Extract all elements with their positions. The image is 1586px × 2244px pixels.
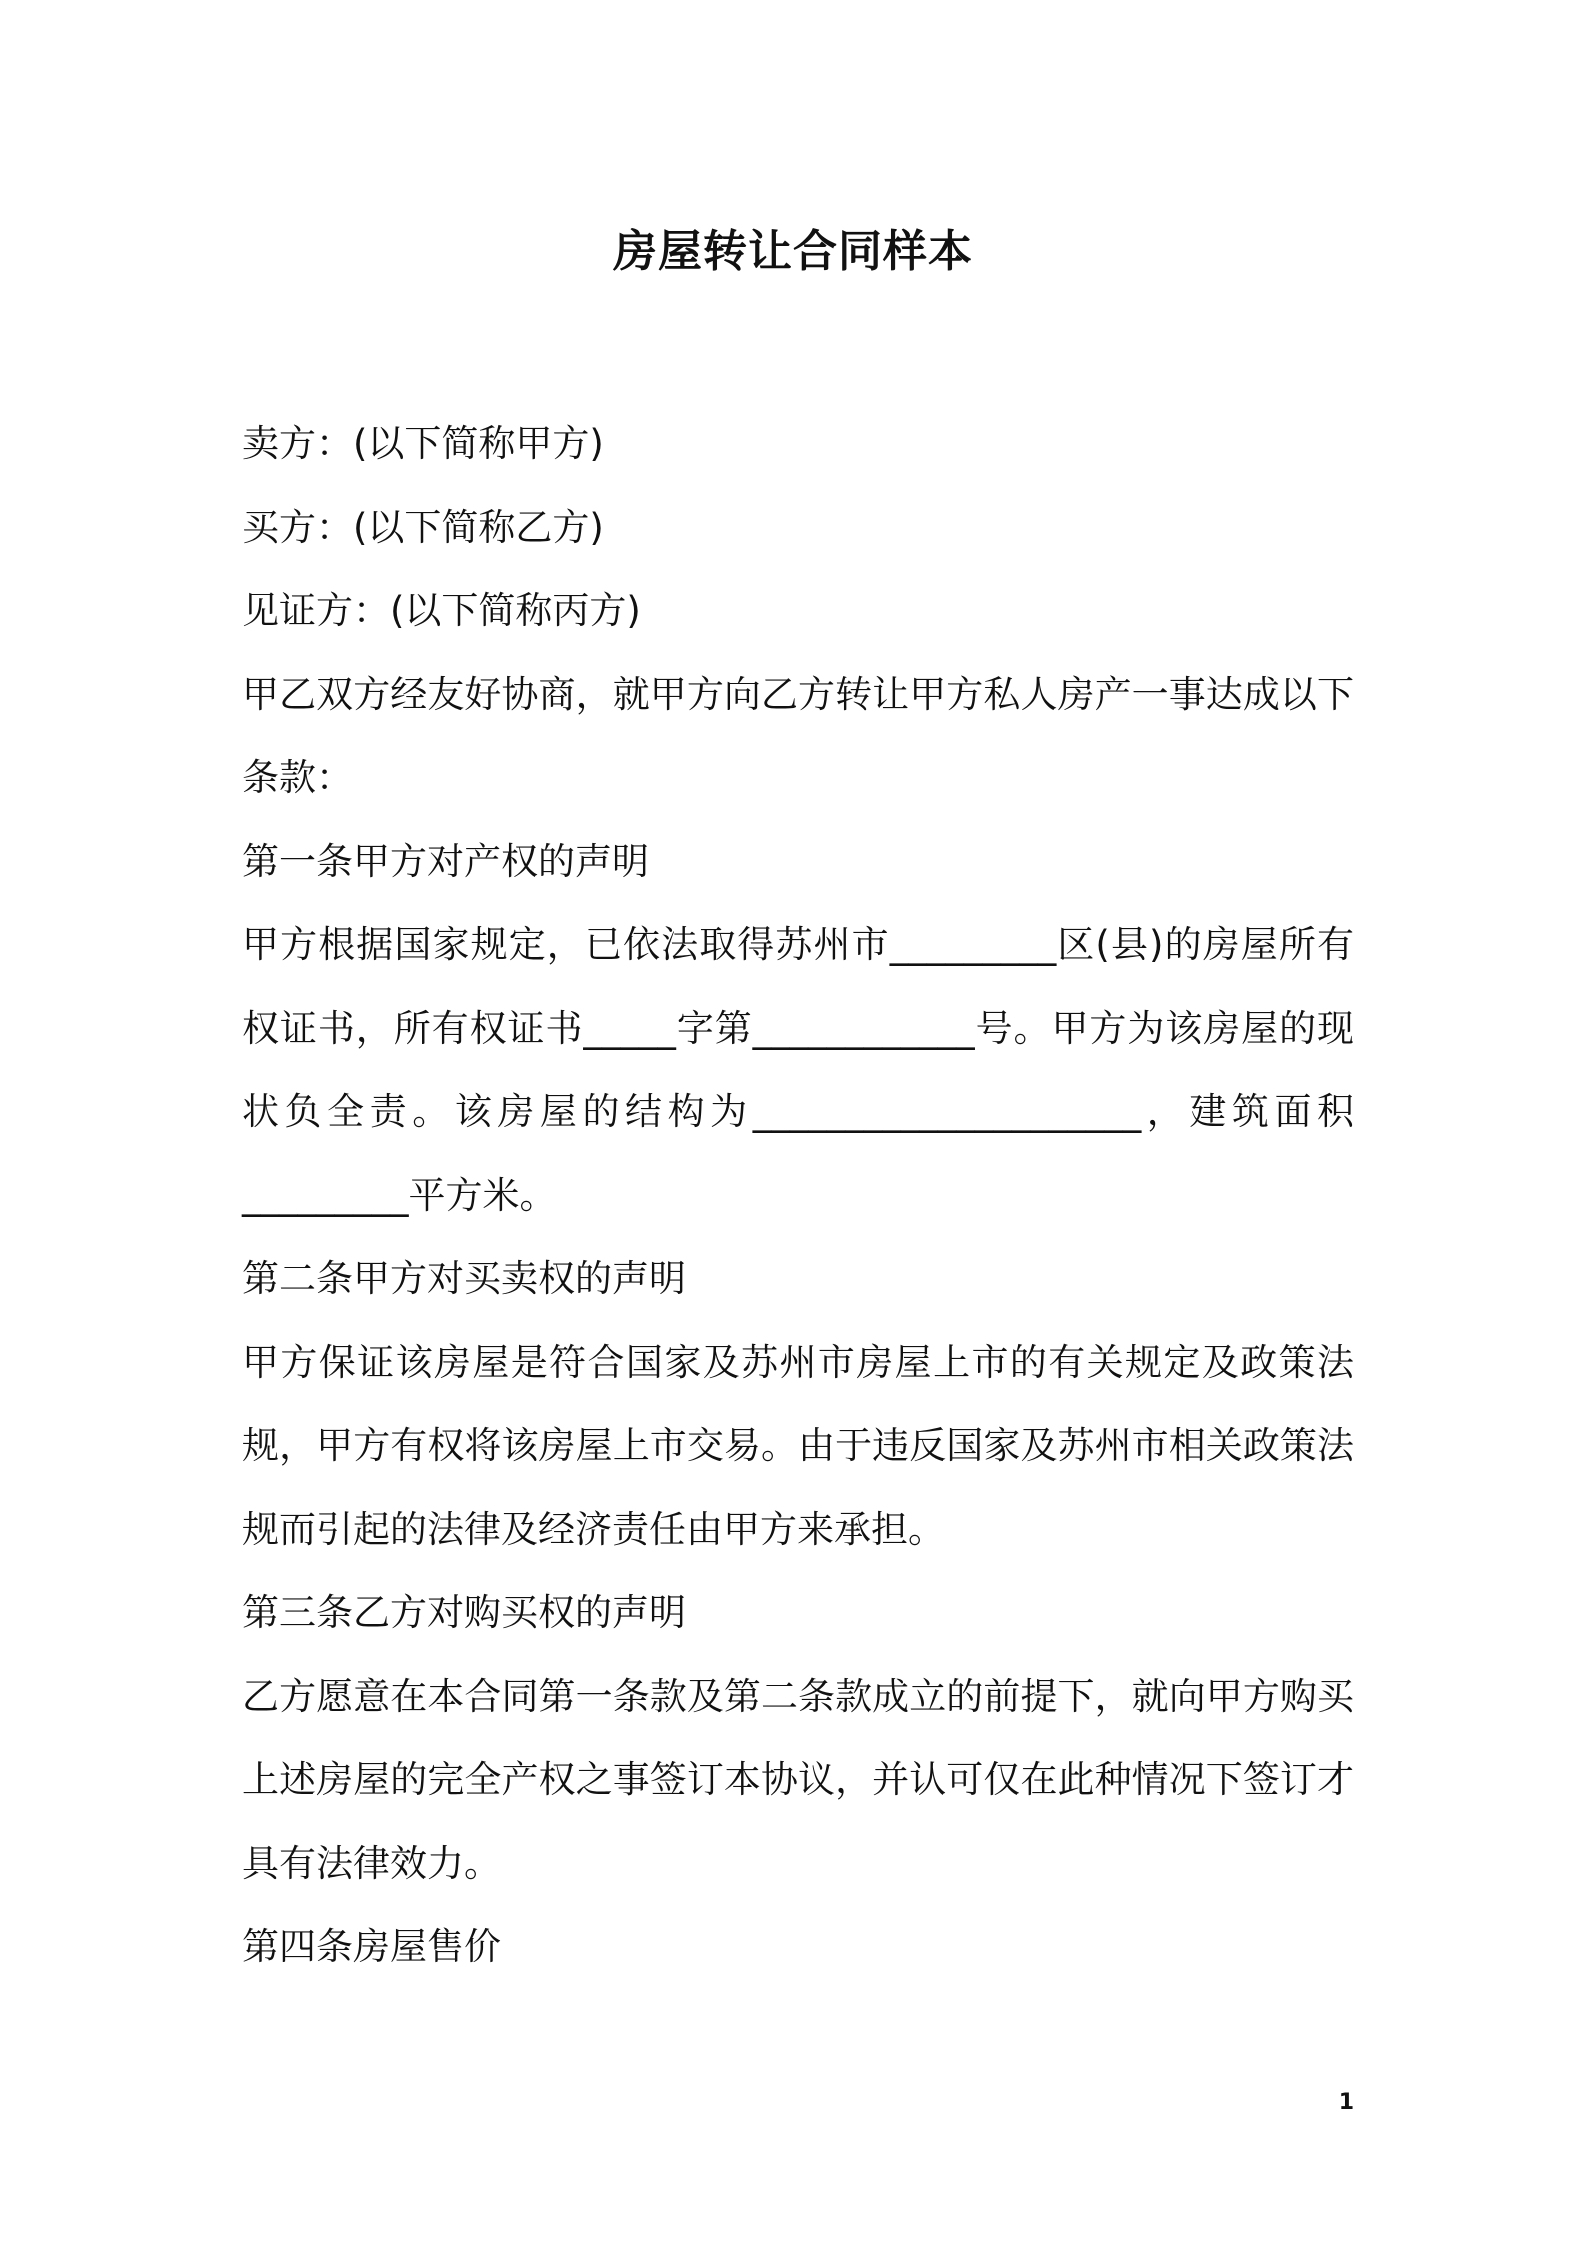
article-3-text: 乙方愿意在本合同第一条款及第二条款成立的前提下，就向甲方购买上述房屋的完全产权之事签订本协议，并认可仅在此种情况下签订才具有法律效力。 <box>242 1674 1354 1885</box>
document-title: 房屋转让合同样本 <box>613 226 973 277</box>
article-2-heading: 第二条甲方对买卖权的声明 <box>242 1257 686 1300</box>
seller-line: 卖方：(以下简称甲方) <box>242 422 604 465</box>
witness-line: 见证方：(以下简称丙方) <box>242 589 641 632</box>
article-1-heading: 第一条甲方对产权的声明 <box>242 839 649 883</box>
document-body <box>242 402 1354 1989</box>
article-1-text: 甲方根据国家规定，已依法取得苏州市_________区(县)的房屋所有权证书，所有权证书_____字第____________号。甲方为该房屋的现状负全责。该房屋的结构为_____________________，建筑面积_________平方米。 <box>242 923 1354 1217</box>
page-number: 1 <box>1338 2090 1354 2115</box>
article-4-heading: 第四条房屋售价 <box>242 1925 501 1968</box>
article-2-text: 甲方保证该房屋是符合国家及苏州市房屋上市的有关规定及政策法规，甲方有权将该房屋上市交易。由于违反国家及苏州市相关政策法规而引起的法律及经济责任由甲方来承担。 <box>242 1340 1354 1551</box>
buyer-line: 买方：(以下简称乙方) <box>242 505 604 549</box>
article-3-heading: 第三条乙方对购买权的声明 <box>242 1591 686 1634</box>
intro-paragraph: 甲乙双方经友好协商，就甲方向乙方转让甲方私人房产一事达成以下条款： <box>242 672 1354 799</box>
